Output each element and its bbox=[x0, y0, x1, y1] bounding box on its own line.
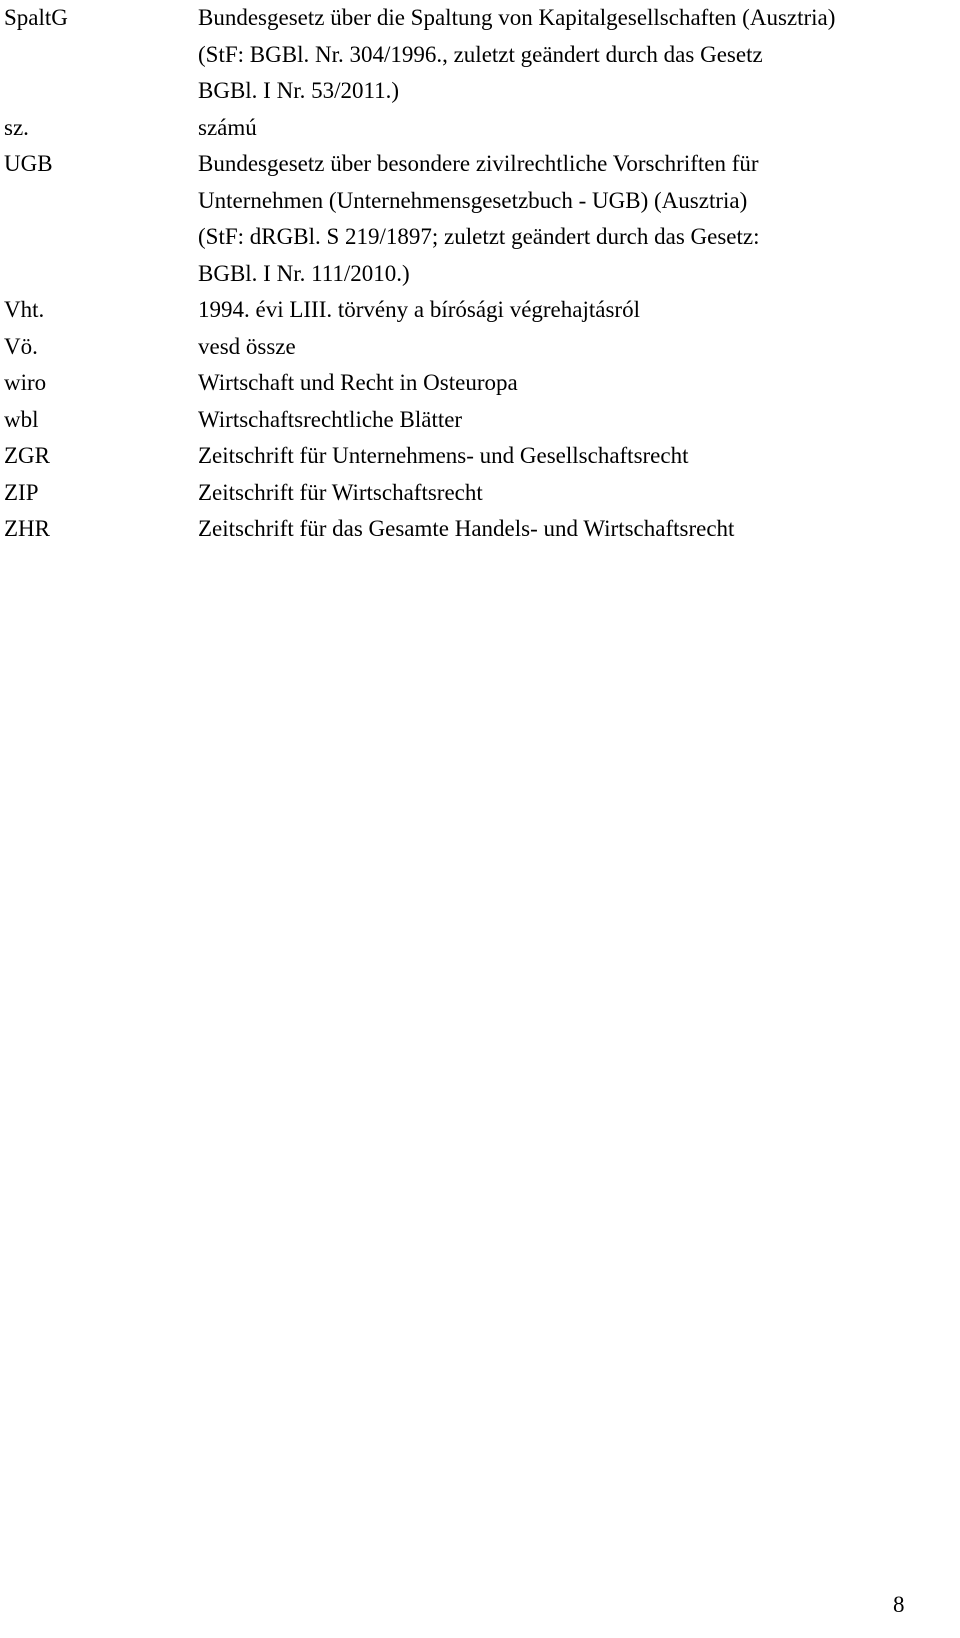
definition-line: Zeitschrift für Wirtschaftsrecht bbox=[198, 479, 483, 505]
abbreviation-entry-spaltg bbox=[4, 0, 954, 110]
definition-line: Bundesgesetz über besondere zivilrechtliche Vorschriften für bbox=[198, 151, 759, 176]
abbreviation-definition bbox=[198, 110, 954, 147]
abbreviation-term: ZIP bbox=[4, 479, 39, 505]
definition-line: Bundesgesetz über die Spaltung von Kapitalgesellschaften (Ausztria) bbox=[198, 5, 836, 30]
abbreviation-entry-vht bbox=[4, 292, 954, 329]
abbreviation-term: ZGR bbox=[4, 443, 50, 468]
abbreviation-entry-zhr bbox=[4, 511, 954, 548]
abbreviation-term: wbl bbox=[4, 406, 39, 432]
abbreviation-definition bbox=[198, 511, 954, 548]
abbreviation-entry-zip bbox=[4, 475, 954, 512]
definition-line: számú bbox=[198, 114, 257, 140]
abbreviation-definition bbox=[198, 402, 954, 439]
definition-line: 1994. évi LIII. törvény a bírósági végrehajtásról bbox=[198, 297, 640, 322]
definition-line: (StF: BGBl. Nr. 304/1996., zuletzt geändert durch das Gesetz bbox=[198, 41, 763, 67]
abbreviation-entry-ugb bbox=[4, 146, 954, 292]
definition-line: Wirtschaft und Recht in Osteuropa bbox=[198, 370, 518, 395]
abbreviation-entry-sz bbox=[4, 110, 954, 147]
definition-line: BGBl. I Nr. 111/2010.) bbox=[198, 260, 410, 286]
definition-line: vesd össze bbox=[198, 333, 296, 359]
abbreviation-definition bbox=[198, 365, 954, 402]
definition-line: (StF: dRGBl. S 219/1897; zuletzt geändert durch das Gesetz: bbox=[198, 224, 760, 249]
abbreviation-term: sz. bbox=[4, 114, 29, 140]
abbreviation-definition bbox=[198, 475, 954, 512]
definition-line: Wirtschaftsrechtliche Blätter bbox=[198, 406, 463, 432]
abbreviation-entry-wbl bbox=[4, 402, 954, 439]
abbreviation-definition bbox=[198, 0, 954, 110]
abbreviation-definition bbox=[198, 146, 954, 292]
abbreviation-term: Vö. bbox=[4, 333, 38, 359]
definition-line: Unternehmen (Unternehmensgesetzbuch - UGB) (Ausztria) bbox=[198, 187, 748, 213]
abbreviation-entry-vo bbox=[4, 329, 954, 366]
definition-line: Zeitschrift für Unternehmens- und Gesellschaftsrecht bbox=[198, 443, 689, 468]
page-number: 8 bbox=[893, 1592, 905, 1617]
abbreviation-term: Vht. bbox=[4, 297, 45, 322]
abbreviation-term: wiro bbox=[4, 370, 47, 395]
abbreviation-term: UGB bbox=[4, 151, 53, 176]
abbreviation-term: ZHR bbox=[4, 516, 50, 541]
abbreviation-list bbox=[4, 0, 954, 548]
abbreviation-term: SpaltG bbox=[4, 5, 68, 30]
abbreviation-entry-wiro bbox=[4, 365, 954, 402]
abbreviation-definition bbox=[198, 438, 954, 475]
definition-line: Zeitschrift für das Gesamte Handels- und Wirtschaftsrecht bbox=[198, 516, 735, 541]
abbreviation-definition bbox=[198, 292, 954, 329]
abbreviation-entry-zgr bbox=[4, 438, 954, 475]
abbreviation-definition bbox=[198, 329, 954, 366]
definition-line: BGBl. I Nr. 53/2011.) bbox=[198, 78, 400, 103]
